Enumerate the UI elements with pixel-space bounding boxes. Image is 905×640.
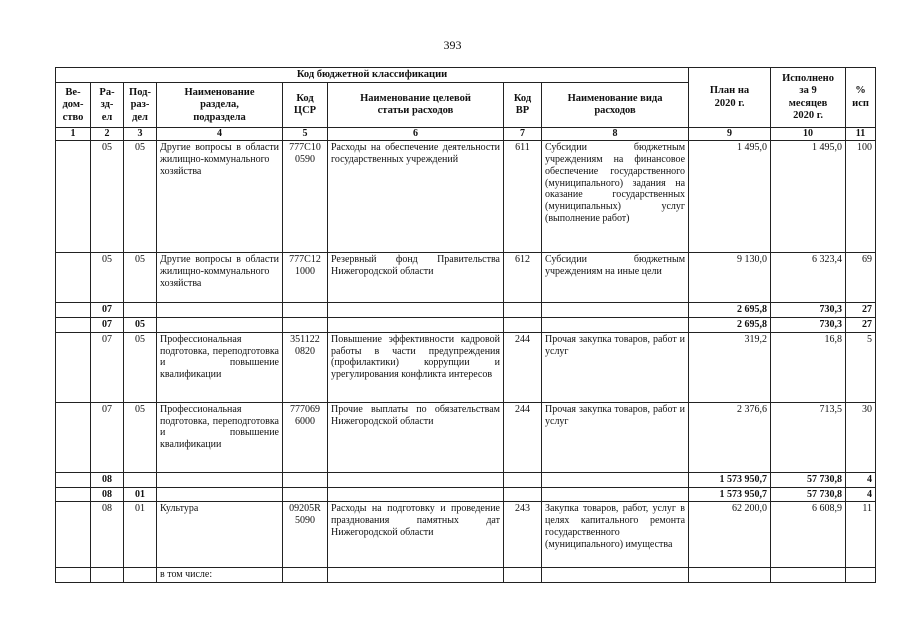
table-row bbox=[56, 502, 876, 568]
table-row bbox=[56, 332, 876, 402]
podrazdel-header: Под- раз- дел bbox=[124, 83, 157, 128]
csr-code-cell bbox=[283, 487, 328, 502]
expense-type-cell bbox=[542, 568, 689, 583]
vr-code-cell: 243 bbox=[504, 502, 542, 568]
percent-value: 27 bbox=[846, 317, 876, 332]
vr-code-cell bbox=[504, 317, 542, 332]
csr-header: Код ЦСР bbox=[283, 83, 328, 128]
section-name-cell: Другие вопросы в области жилищно-коммунального хозяйства bbox=[157, 253, 283, 303]
razdel-cell bbox=[91, 568, 124, 583]
razdel-cell: 05 bbox=[91, 141, 124, 253]
percent-value: 4 bbox=[846, 472, 876, 487]
podrazdel-cell: 05 bbox=[124, 332, 157, 402]
table-row bbox=[56, 303, 876, 318]
csr-code-cell: 351122 0820 bbox=[283, 332, 328, 402]
expense-type-cell bbox=[542, 472, 689, 487]
percent-value: 27 bbox=[846, 303, 876, 318]
razdel-cell: 07 bbox=[91, 317, 124, 332]
table-row bbox=[56, 402, 876, 472]
podrazdel-cell bbox=[124, 472, 157, 487]
executed-value: 1 495,0 bbox=[771, 141, 846, 253]
csr-code-cell bbox=[283, 472, 328, 487]
razdel-cell: 05 bbox=[91, 253, 124, 303]
vr-code-cell bbox=[504, 568, 542, 583]
vr-code-cell bbox=[504, 303, 542, 318]
section-name-cell: Профессиональная подготовка, переподготовка и повышение квалификации bbox=[157, 332, 283, 402]
razdel-cell: 08 bbox=[91, 487, 124, 502]
vr-code-cell: 244 bbox=[504, 332, 542, 402]
podrazdel-cell: 05 bbox=[124, 141, 157, 253]
vedomstvo-cell bbox=[56, 402, 91, 472]
type-name-header: Наименование вида расходов bbox=[542, 83, 689, 128]
target-name-cell bbox=[328, 472, 504, 487]
percent-value: 100 bbox=[846, 141, 876, 253]
percent-value: 30 bbox=[846, 402, 876, 472]
razdel-header: Ра- зд- ел bbox=[91, 83, 124, 128]
vedomstvo-cell bbox=[56, 303, 91, 318]
table-row bbox=[56, 487, 876, 502]
column-index: 1 bbox=[56, 128, 91, 141]
section-name-cell bbox=[157, 317, 283, 332]
expense-type-cell: Закупка товаров, работ, услуг в целях капитального ремонта государственного (муниципального) имущества bbox=[542, 502, 689, 568]
csr-code-cell bbox=[283, 317, 328, 332]
vedomstvo-cell bbox=[56, 141, 91, 253]
column-index: 11 bbox=[846, 128, 876, 141]
vedomstvo-cell bbox=[56, 253, 91, 303]
csr-code-cell: 777069 6000 bbox=[283, 402, 328, 472]
vedomstvo-cell bbox=[56, 472, 91, 487]
page-number: 393 bbox=[443, 38, 462, 52]
column-index: 5 bbox=[283, 128, 328, 141]
razdel-cell: 08 bbox=[91, 502, 124, 568]
target-name-cell: Расходы на обеспечение деятельности государственных учреждений bbox=[328, 141, 504, 253]
plan-value: 62 200,0 bbox=[689, 502, 771, 568]
razdel-cell: 07 bbox=[91, 332, 124, 402]
vr-code-cell bbox=[504, 487, 542, 502]
section-name-cell bbox=[157, 487, 283, 502]
podrazdel-cell: 01 bbox=[124, 487, 157, 502]
plan-value: 2 376,6 bbox=[689, 402, 771, 472]
column-index: 3 bbox=[124, 128, 157, 141]
section-name-cell: Другие вопросы в области жилищно-коммунального хозяйства bbox=[157, 141, 283, 253]
section-name-cell bbox=[157, 303, 283, 318]
column-index: 7 bbox=[504, 128, 542, 141]
section-name-header: Наименование раздела, подраздела bbox=[157, 83, 283, 128]
table-row bbox=[56, 317, 876, 332]
executed-value: 730,3 bbox=[771, 317, 846, 332]
razdel-cell: 07 bbox=[91, 402, 124, 472]
csr-code-cell: 777С10 0590 bbox=[283, 141, 328, 253]
plan-value: 2 695,8 bbox=[689, 317, 771, 332]
vedomstvo-cell bbox=[56, 568, 91, 583]
table-row bbox=[56, 472, 876, 487]
expense-type-cell bbox=[542, 303, 689, 318]
podrazdel-cell bbox=[124, 303, 157, 318]
csr-code-cell bbox=[283, 303, 328, 318]
expense-type-cell bbox=[542, 317, 689, 332]
vedomstvo-cell bbox=[56, 317, 91, 332]
target-name-cell: Прочие выплаты по обязательствам Нижегородской области bbox=[328, 402, 504, 472]
vr-code-cell: 611 bbox=[504, 141, 542, 253]
plan-value: 1 573 950,7 bbox=[689, 487, 771, 502]
column-index: 2 bbox=[91, 128, 124, 141]
column-index: 4 bbox=[157, 128, 283, 141]
executed-value: 57 730,8 bbox=[771, 487, 846, 502]
vr-code-cell: 244 bbox=[504, 402, 542, 472]
vedomstvo-cell bbox=[56, 332, 91, 402]
executed-value: 6 608,9 bbox=[771, 502, 846, 568]
percent-value: 4 bbox=[846, 487, 876, 502]
executed-value: 57 730,8 bbox=[771, 472, 846, 487]
csr-code-cell bbox=[283, 568, 328, 583]
column-index: 9 bbox=[689, 128, 771, 141]
table-row bbox=[56, 141, 876, 253]
vedomstvo-cell bbox=[56, 502, 91, 568]
executed-value: 6 323,4 bbox=[771, 253, 846, 303]
plan-value: 319,2 bbox=[689, 332, 771, 402]
plan-header: План на 2020 г. bbox=[689, 68, 771, 128]
section-name-cell: в том числе: bbox=[157, 568, 283, 583]
vr-code-cell: 612 bbox=[504, 253, 542, 303]
podrazdel-cell bbox=[124, 568, 157, 583]
executed-value bbox=[771, 568, 846, 583]
section-name-cell: Культура bbox=[157, 502, 283, 568]
plan-value: 2 695,8 bbox=[689, 303, 771, 318]
expense-type-cell: Прочая закупка товаров, работ и услуг bbox=[542, 332, 689, 402]
table-row bbox=[56, 253, 876, 303]
expense-type-cell bbox=[542, 487, 689, 502]
executed-value: 730,3 bbox=[771, 303, 846, 318]
podrazdel-cell: 05 bbox=[124, 253, 157, 303]
percent-header: % исп bbox=[846, 68, 876, 128]
csr-code-cell: 777С12 1000 bbox=[283, 253, 328, 303]
percent-value: 11 bbox=[846, 502, 876, 568]
executed-value: 16,8 bbox=[771, 332, 846, 402]
expense-type-cell: Субсидии бюджетным учреждениям на иные цели bbox=[542, 253, 689, 303]
target-name-cell: Расходы на подготовку и проведение празднования памятных дат Нижегородской области bbox=[328, 502, 504, 568]
percent-value: 69 bbox=[846, 253, 876, 303]
plan-value: 1 495,0 bbox=[689, 141, 771, 253]
target-name-cell: Резервный фонд Правительства Нижегородской области bbox=[328, 253, 504, 303]
podrazdel-cell: 01 bbox=[124, 502, 157, 568]
budget-classification-header: Код бюджетной классификации bbox=[56, 68, 689, 83]
executed-header: Исполнено за 9 месяцев 2020 г. bbox=[771, 68, 846, 128]
target-name-cell bbox=[328, 303, 504, 318]
target-name-cell bbox=[328, 487, 504, 502]
percent-value bbox=[846, 568, 876, 583]
executed-value: 713,5 bbox=[771, 402, 846, 472]
target-name-header: Наименование целевой статьи расходов bbox=[328, 83, 504, 128]
section-name-cell: Профессиональная подготовка, переподготовка и повышение квалификации bbox=[157, 402, 283, 472]
target-name-cell: Повышение эффективности кадровой работы в части предупреждения (профилактики) коррупции и урегулирования конфликта интересов bbox=[328, 332, 504, 402]
target-name-cell bbox=[328, 568, 504, 583]
vedomstvo-header: Ве- дом- ство bbox=[56, 83, 91, 128]
vr-header: Код ВР bbox=[504, 83, 542, 128]
razdel-cell: 07 bbox=[91, 303, 124, 318]
expense-type-cell: Прочая закупка товаров, работ и услуг bbox=[542, 402, 689, 472]
column-index: 6 bbox=[328, 128, 504, 141]
expense-type-cell: Субсидии бюджетным учреждениям на финансовое обеспечение государственного (муниципального) задания на оказание государственных (муниципальных) услуг (выполнение работ) bbox=[542, 141, 689, 253]
budget-table bbox=[55, 67, 876, 583]
podrazdel-cell: 05 bbox=[124, 402, 157, 472]
podrazdel-cell: 05 bbox=[124, 317, 157, 332]
column-index: 10 bbox=[771, 128, 846, 141]
vr-code-cell bbox=[504, 472, 542, 487]
percent-value: 5 bbox=[846, 332, 876, 402]
plan-value: 9 130,0 bbox=[689, 253, 771, 303]
target-name-cell bbox=[328, 317, 504, 332]
section-name-cell bbox=[157, 472, 283, 487]
csr-code-cell: 09205R 5090 bbox=[283, 502, 328, 568]
table-row bbox=[56, 568, 876, 583]
column-index: 8 bbox=[542, 128, 689, 141]
vedomstvo-cell bbox=[56, 487, 91, 502]
plan-value: 1 573 950,7 bbox=[689, 472, 771, 487]
plan-value bbox=[689, 568, 771, 583]
razdel-cell: 08 bbox=[91, 472, 124, 487]
